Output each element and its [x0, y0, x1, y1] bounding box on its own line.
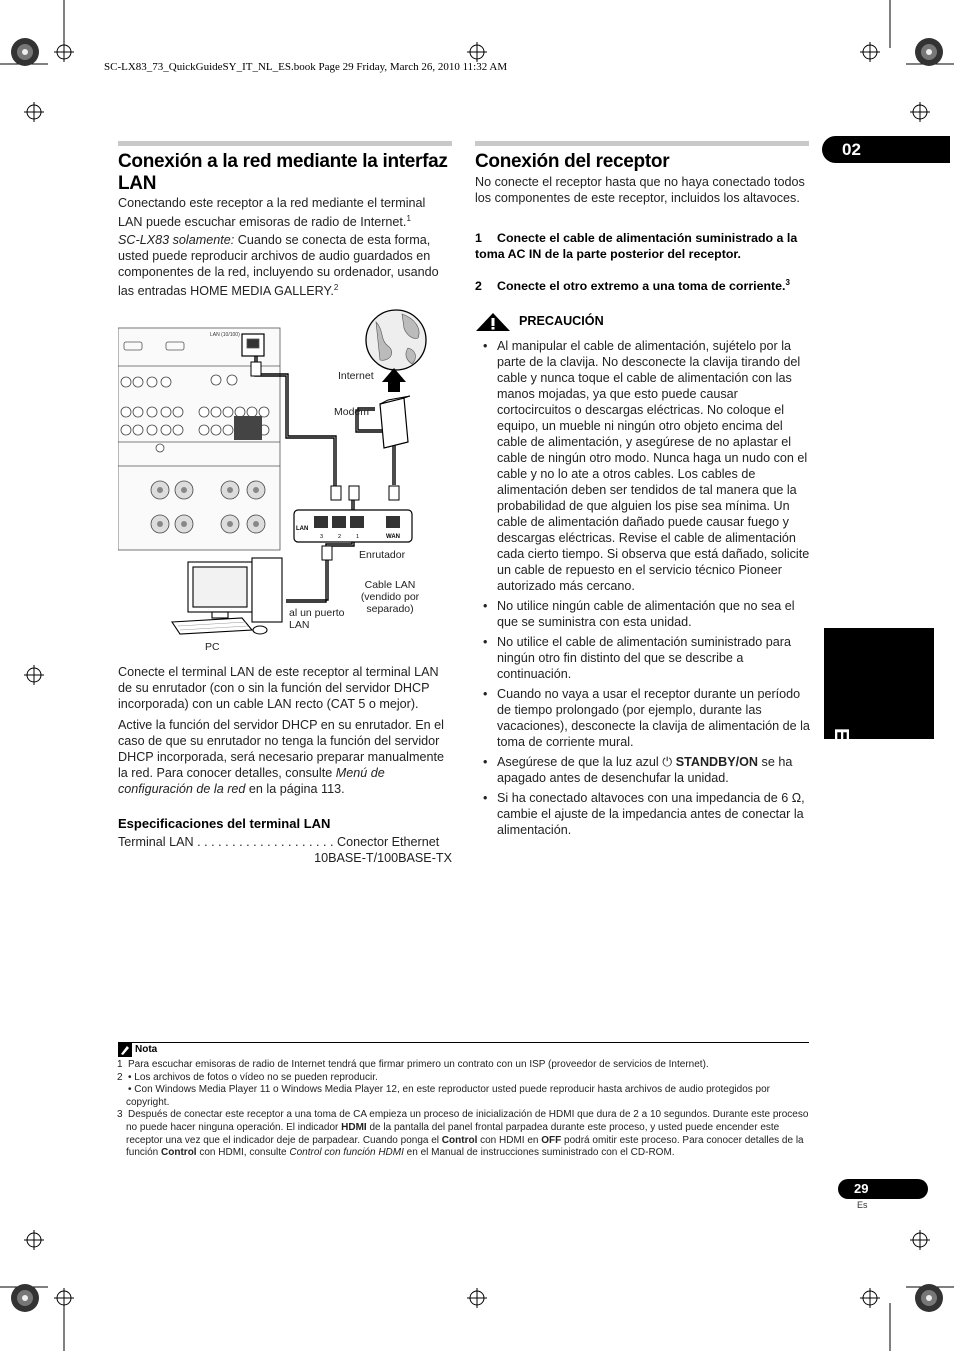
caution-item-6: • Si ha conectado altavoces con una impedancia de 6 Ω, cambie el ajuste de la impedancia antes de conectar la alimentación.: [475, 790, 810, 838]
footnote-ref-1: 1: [406, 214, 411, 223]
control-label-2: Control: [161, 1147, 197, 1159]
note-3-text-c: con HDMI en: [477, 1134, 542, 1146]
modem-icon: [380, 398, 408, 448]
note-1-text: Para escuchar emisoras de radio de Internet tendrá que firmar primero un contrato con un ISP (proveedor de servicios de Internet).: [128, 1059, 709, 1070]
receiver-lan-label: LAN (10/100): [210, 332, 240, 338]
spec-lan-value: 10BASE-T/100BASE-TX: [314, 851, 452, 865]
footnote-ref-3: 3: [785, 278, 790, 287]
network-menu-ref: Menú de configuración de la red: [118, 766, 385, 796]
control-label: Control: [441, 1134, 478, 1146]
note-3-text-a: Después de conectar este receptor a una toma de CA empieza un proceso de inicialización de HDMI que dura de 2 a 10 segundos. Durante este proceso no puede hacer ninguna operación. El indicador: [126, 1109, 809, 1133]
step-2: [475, 275, 809, 294]
router-port-2: 2: [338, 534, 342, 540]
language-label: Español: [830, 728, 852, 806]
note-3-text-d: podrá omitir este proceso. Para conocer detalles de la función: [126, 1134, 804, 1159]
note-3-text-b: de la pantalla del panel frontal parpadea durante este proceso, y usted puede encender este receptor una vez que el indicador deje de parpadear. Cuando ponga el: [126, 1121, 780, 1146]
standby-on-label: STANDBY/ON: [675, 755, 759, 769]
model-note-text: Cuando se conecta de esta forma, usted puede reproducir archivos de audio guardados en componentes de la red, incluyendo su ordenador, usando las entradas HOME MEDIA GALLERY.: [118, 233, 439, 299]
router-ports: [314, 516, 400, 528]
caution-item-2: • No utilice ningún cable de alimentación que no sea el que se suministra con esta unidad.: [475, 598, 810, 630]
power-icon: ⏻: [662, 755, 676, 769]
left-intro-text: Conectando este receptor a la red mediante el terminal LAN puede escuchar emisoras de radio de Internet.: [118, 196, 426, 230]
left-title: Conexión a la red mediante la interfaz LAN: [118, 151, 448, 194]
hdmi-label: HDMI: [341, 1121, 367, 1133]
caution-item-5: [475, 754, 810, 786]
chapter-tab: 02: [822, 136, 950, 163]
internet-globe-icon: [366, 310, 426, 370]
router-port-1: 1: [356, 534, 360, 540]
note-1-number: 1: [117, 1059, 123, 1070]
up-arrow-icon: [382, 368, 406, 392]
router-wan-label: WAN: [386, 534, 400, 540]
pc-label: PC: [205, 641, 220, 653]
step-1-text: Conecte el cable de alimentación suministrado a la toma AC IN de la parte posterior del receptor.: [475, 231, 798, 261]
spec-lan-terminal: Terminal LAN . . . . . . . . . . . . . . . . . . . . Conector Ethernet: [118, 835, 440, 849]
router-label: Enrutador: [359, 549, 406, 561]
off-label: OFF: [541, 1134, 562, 1146]
left-para-connect: Conecte el terminal LAN de este receptor al terminal LAN de su enrutador (con o sin la función del servidor DHCP incorporada) con un cable LAN recto (CAT 5 o mejor).: [118, 665, 439, 711]
note-1: [118, 1059, 810, 1072]
left-section-bar: [118, 141, 452, 146]
caution-item-4: • Cuando no vaya a usar el receptor durante un período de tiempo prolongado (por ejemplo, durante las vacaciones), desconecte la clavija de alimentación de la toma de corriente mural.: [475, 686, 810, 750]
file-header: SC-LX83_73_QuickGuideSY_IT_NL_ES.book Page 29 Friday, March 26, 2010 11:32 AM: [104, 61, 508, 73]
left-model-note: [118, 232, 452, 299]
right-section-bar: [475, 141, 809, 146]
standby-text-a: Asegúrese de que la luz azul: [497, 755, 663, 769]
hdmi-control-ref: Control con función HDMI: [289, 1147, 404, 1159]
note-3: [118, 1109, 810, 1159]
router-lan-label: LAN: [296, 526, 309, 532]
caution-item-1: • Al manipular el cable de alimentación, sujételo por la parte de la clavija. No desconecte la clavija tirando del cable y nunca toque el cable de alimentación con las manos mojadas, ya que esto puede causar cortocircuitos o descargas eléctricas. No coloque el equipo, un mueble ni ningún otro objeto encima del cable de alimentación, y asegúrese de no aplastar el cable de ningún otro modo. Nunca haga un nudo con el cable y no lo ate a otros cables. Los cables de alimentación deben ser tendidos de tal manera que la probabilidad de que alguien los pise sea mínima. Un cable de alimentación dañado puede causar fuego y descargas eléctricas. Revise el cable de alimentación cada cierto tiempo. Si observa que está dañado, solicite un cable de repuesto en el servicio técnico Pioneer autorizado más cercano.: [475, 338, 810, 594]
page-number: 29: [838, 1179, 928, 1199]
power-inlet: [234, 416, 262, 440]
router-port-3: 3: [320, 534, 324, 540]
note-2-number: 2: [117, 1071, 123, 1083]
caution-title: PRECAUCIÓN: [519, 314, 604, 328]
spec-title: Especificaciones del terminal LAN: [118, 816, 331, 831]
right-intro: No conecte el receptor hasta que no haya conectado todos los componentes de este receptor, incluidos los altavoces.: [475, 175, 805, 205]
footnote-ref-2: 2: [333, 283, 339, 292]
dhcp-text-b: en la página 113.: [245, 782, 345, 796]
caution-item-3: • No utilice el cable de alimentación suministrado para ningún otro fin distinto del que se describe a continuación.: [475, 634, 810, 682]
internet-label: Internet: [338, 370, 374, 382]
note-3-number: 3: [117, 1109, 123, 1121]
standby-text-b: se ha apagado antes de desenchufar la unidad.: [497, 755, 793, 785]
caution-list: [475, 338, 810, 842]
step-1-number: 1: [475, 231, 482, 245]
note-icon: [118, 1043, 132, 1057]
left-intro: [118, 195, 452, 230]
language-tab: [824, 628, 934, 806]
note-2b: [118, 1084, 810, 1109]
notes-rule: [118, 1042, 809, 1043]
note-2b-text: • Con Windows Media Player 11 o Windows Media Player 12, en este reproductor usted puede reproducir hasta archivos de audio protegidos por copyright.: [126, 1084, 771, 1108]
note-3-text-f: en el Manual de instrucciones suministrado con el CD-ROM.: [403, 1147, 675, 1159]
cable-label: Cable LAN (vendido por separado): [360, 579, 420, 615]
language-code: Es: [857, 1200, 868, 1210]
note-2: [118, 1072, 810, 1085]
notes-title: Nota: [135, 1044, 158, 1055]
left-para-dhcp: [118, 717, 452, 797]
pc-icon: [172, 558, 282, 634]
model-note-italic: SC-LX83 solamente:: [118, 233, 235, 247]
note-2a-text: • Los archivos de fotos o vídeo no se pueden reproducir.: [128, 1071, 378, 1083]
step-2-number: 2: [475, 279, 482, 294]
dhcp-text-a: Active la función del servidor DHCP en su enrutador. En el caso de que su enrutador no tenga la función del servidor DHCP incorporada, será necesario preparar manualmente la red. Para conocer detalles, consulte: [118, 718, 444, 780]
right-title: Conexión del receptor: [475, 151, 670, 172]
step-2-text: Conecte el otro extremo a una toma de corriente.: [497, 279, 786, 294]
note-3-text-e: con HDMI, consulte: [196, 1147, 290, 1159]
modem-label: Modem: [334, 406, 370, 418]
warning-triangle-icon: [475, 312, 511, 332]
lan-port-label: al un puerto LAN: [289, 607, 345, 631]
notes-body: [118, 1059, 810, 1160]
step-1: [475, 230, 809, 262]
